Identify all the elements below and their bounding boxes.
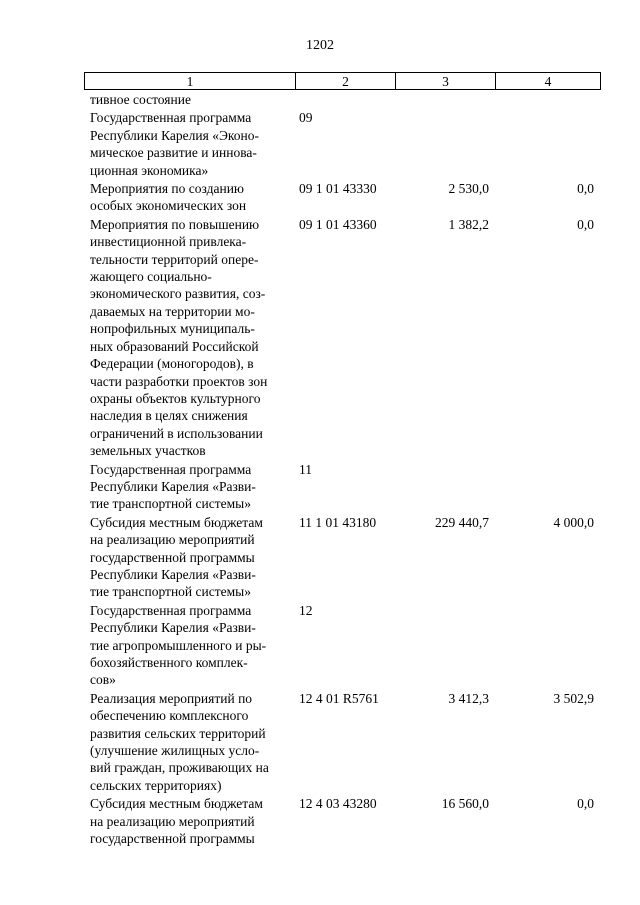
table-row (84, 109, 600, 180)
row-code (295, 91, 395, 109)
row-value-col3: 16 560,0 (441, 796, 489, 812)
table-row (84, 602, 600, 690)
column-header-1: 1 (85, 73, 296, 90)
column-header-table (84, 72, 601, 90)
row-code: 11 1 01 43180 (299, 514, 377, 530)
row-value-col4: 4 000,0 (553, 514, 594, 530)
column-header-3: 3 (396, 73, 496, 90)
table-row (84, 795, 600, 848)
row-value-col3: 229 440,7 (435, 514, 489, 530)
row-name: Субсидия местным бюджетам на реализацию мероприятий государственной программы (90, 796, 263, 847)
row-name: Реализация мероприятий по обеспечению комплексного развития сельских территорий (улучшение жилищных усло- вий граждан, проживающих на сельских территориях) (90, 690, 269, 793)
row-value-col4: 0,0 (577, 216, 594, 232)
row-value-col3 (395, 109, 495, 180)
row-value-col3: 1 382,2 (448, 216, 489, 232)
row-value-col4 (495, 602, 600, 690)
budget-table-body (84, 91, 600, 848)
row-value-col4: 3 502,9 (553, 690, 594, 706)
table-row (84, 180, 600, 216)
column-header-2: 2 (296, 73, 396, 90)
column-header-row (85, 73, 601, 90)
table-row (84, 461, 600, 514)
row-name: тивное состояние (90, 92, 191, 107)
budget-table (84, 91, 600, 848)
row-code: 12 (299, 602, 313, 618)
table-row (84, 216, 600, 461)
column-header-4: 4 (496, 73, 601, 90)
table-row (84, 690, 600, 795)
table-row (84, 514, 600, 602)
row-value-col3: 2 530,0 (448, 181, 489, 197)
row-name: Государственная программа Республики Карелия «Разви- тие транспортной системы» (90, 461, 256, 512)
row-value-col4: 0,0 (577, 796, 594, 812)
row-value-col3 (395, 91, 495, 109)
row-name: Мероприятия по созданию особых экономических зон (90, 181, 247, 214)
page-number: 1202 (306, 38, 334, 53)
row-code: 09 1 01 43360 (299, 216, 377, 232)
row-code: 11 (299, 461, 312, 477)
table-row (84, 91, 600, 109)
row-value-col3 (395, 602, 495, 690)
row-code: 12 4 01 R5761 (299, 690, 379, 706)
row-name: Государственная программа Республики Карелия «Эконо- мическое развитие и иннова- ционная экономика» (90, 110, 259, 178)
row-name: Мероприятия по повышению инвестиционной привлека- тельности территорий опере- жающего социально- экономического развития, соз- даваемых на территории мо- нопрофильных муниципаль- ных образований Российской Федерации (моногородов), в части разработки проектов зон охраны объектов культурного наследия в целях снижения ограничений в использовании земельных участков (90, 216, 268, 459)
row-value-col4 (495, 109, 600, 180)
row-value-col3 (395, 461, 495, 514)
row-value-col4 (495, 461, 600, 514)
row-name: Субсидия местным бюджетам на реализацию мероприятий государственной программы Республики Карелия «Разви- тие транспортной системы» (90, 514, 263, 600)
row-name: Государственная программа Республики Карелия «Разви- тие агропромышленного и ры- бохозяйственного комплек- сов» (90, 602, 267, 688)
row-code: 12 4 03 43280 (299, 796, 377, 812)
row-code: 09 1 01 43330 (299, 181, 377, 197)
row-code: 09 (299, 110, 313, 126)
row-value-col3: 3 412,3 (448, 690, 489, 706)
row-value-col4 (495, 91, 600, 109)
row-value-col4: 0,0 (577, 181, 594, 197)
